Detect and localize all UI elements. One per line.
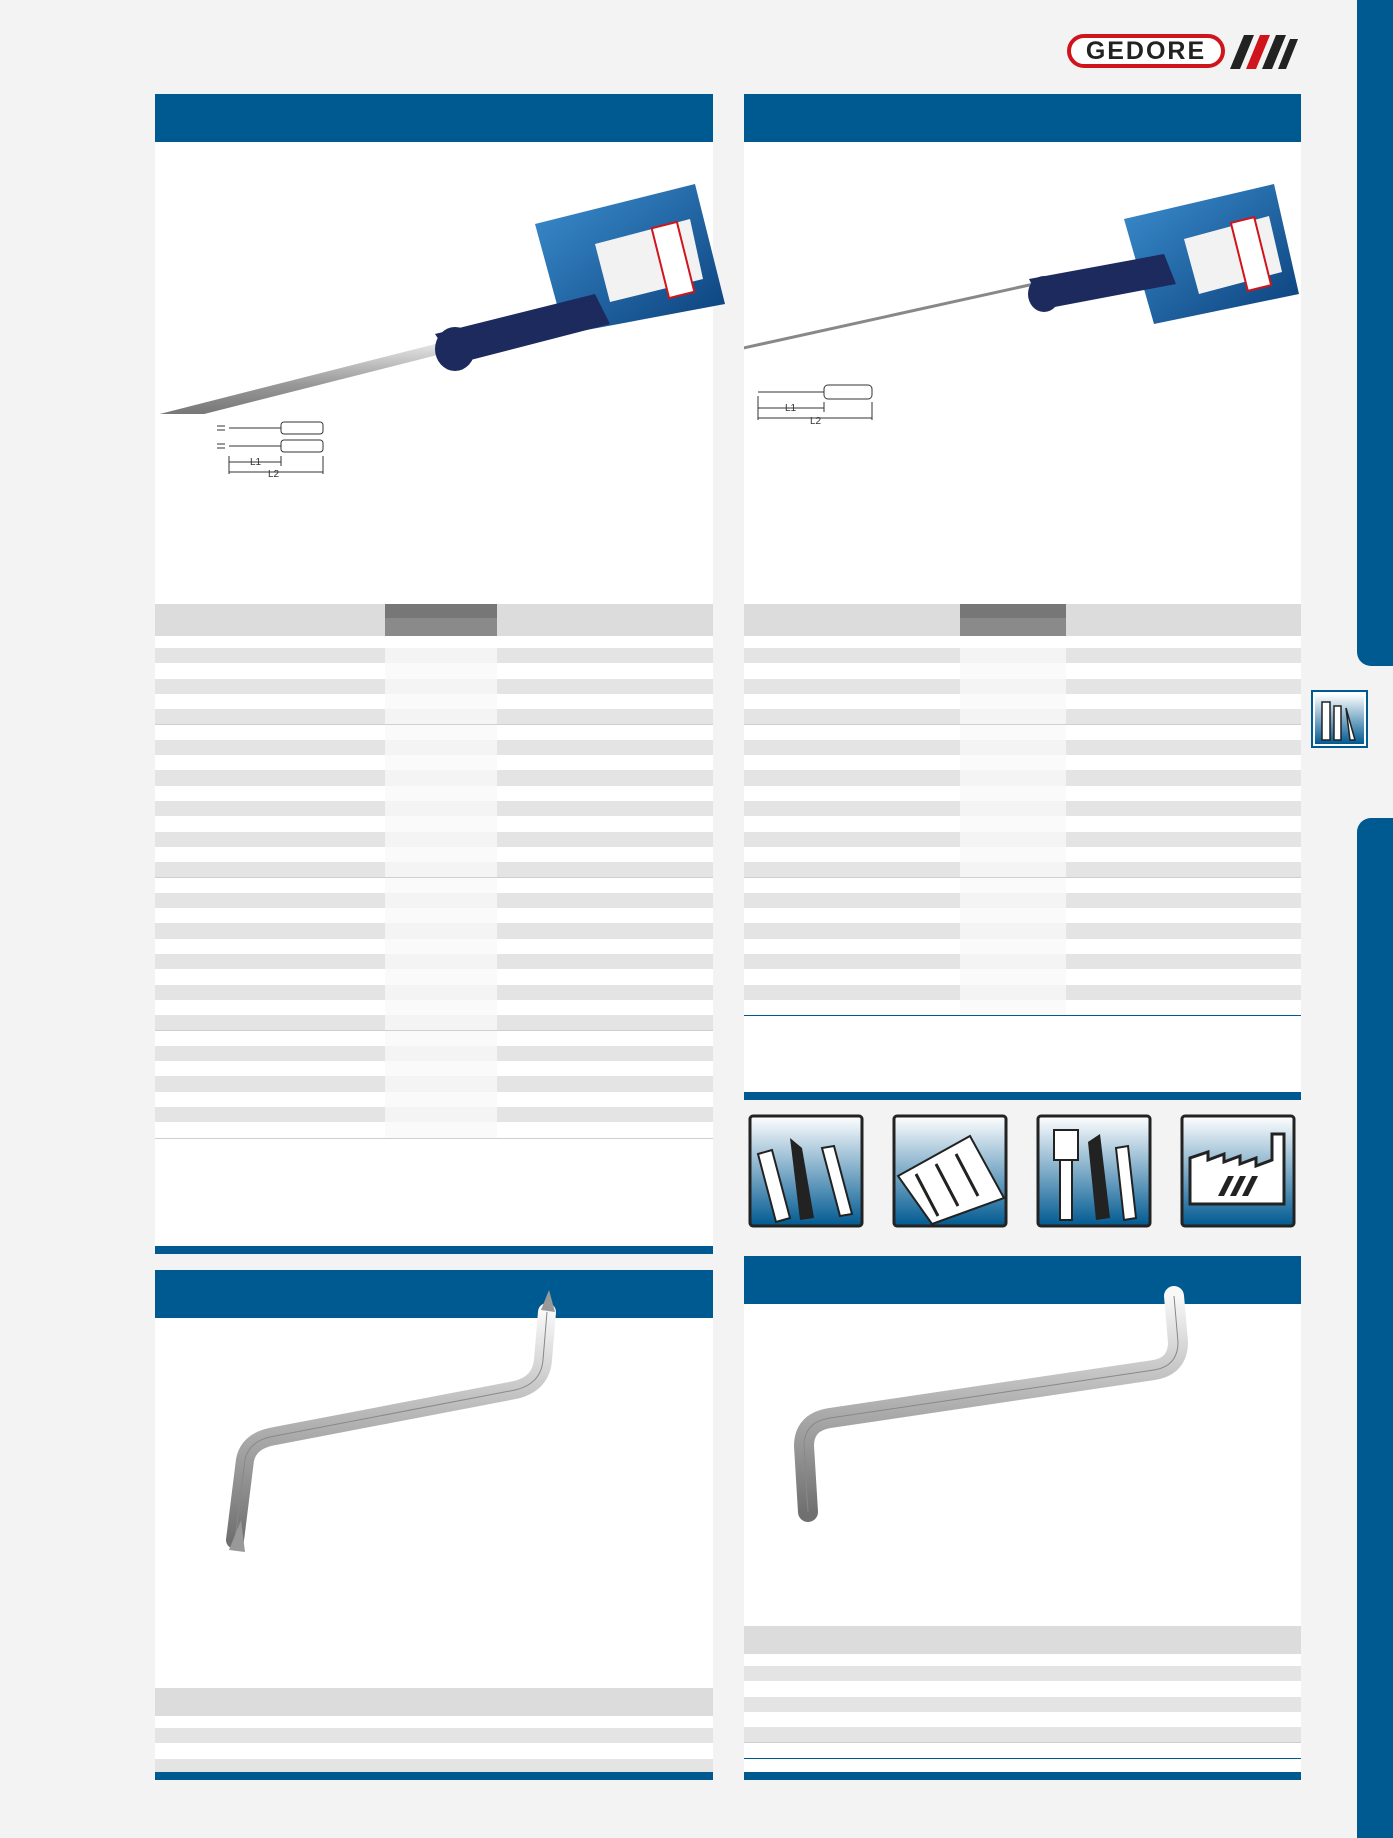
table-row — [744, 985, 1301, 1001]
table-row — [155, 648, 713, 664]
table-row — [744, 694, 1301, 710]
table-row — [155, 816, 713, 832]
table-row — [744, 1681, 1301, 1697]
table-row — [744, 832, 1301, 848]
table-row — [744, 1727, 1301, 1743]
side-tab-icon-box[interactable] — [1311, 690, 1368, 748]
section-header — [744, 94, 1301, 142]
brand-name: GEDORE — [1085, 36, 1207, 65]
table-row — [155, 801, 713, 817]
gedore-logo — [1067, 33, 1297, 73]
socket-screwdriver-icon — [1036, 1114, 1152, 1228]
section-footer-bar — [155, 1772, 713, 1780]
table-row — [744, 770, 1301, 786]
table-row — [744, 878, 1301, 894]
feature-icons-row — [744, 1108, 1301, 1228]
screwdriver-types-icon — [748, 1114, 864, 1228]
section-footer-bar — [744, 1092, 1301, 1100]
table-row — [744, 816, 1301, 832]
dimension-l1: L1 — [785, 403, 797, 414]
table-row — [744, 648, 1301, 664]
table-row — [155, 832, 713, 848]
table-row — [155, 908, 713, 924]
section-footer-bar — [744, 1772, 1301, 1780]
screwdriver-product-image — [155, 184, 725, 414]
table-header-highlight — [960, 604, 1066, 636]
table-row — [744, 1000, 1301, 1016]
offset-screwdriver-image — [215, 1290, 635, 1560]
table-row — [744, 801, 1301, 817]
screwdriver-tools-icon — [1313, 692, 1366, 746]
dimension-l1: L1 — [250, 457, 262, 468]
brand-stripes-icon — [1230, 35, 1300, 69]
table-row — [155, 847, 713, 863]
table-row — [155, 862, 713, 878]
section-offset-screwdriver-slotted — [744, 1256, 1301, 1780]
table-row — [155, 985, 713, 1001]
table-row — [155, 969, 713, 985]
phillips-screwdriver-product-image — [744, 184, 1304, 364]
factory-icon — [1180, 1114, 1296, 1228]
offset-screwdriver-image — [784, 1286, 1244, 1526]
table-row — [155, 923, 713, 939]
table-header — [744, 1626, 1301, 1654]
dimension-l2: L2 — [268, 469, 280, 480]
table-row — [155, 1092, 713, 1108]
table-row — [744, 954, 1301, 970]
screwdriver-set-icon — [892, 1114, 1008, 1228]
table-row — [744, 893, 1301, 909]
table-row — [155, 709, 713, 725]
table-row — [155, 1031, 713, 1047]
table-row — [744, 847, 1301, 863]
table-row — [744, 663, 1301, 679]
table-row — [744, 1666, 1301, 1682]
table-row — [744, 725, 1301, 741]
table-row — [744, 755, 1301, 771]
table-row — [155, 755, 713, 771]
table-header — [155, 604, 713, 636]
table-row — [155, 679, 713, 695]
table-row — [155, 1015, 713, 1031]
table-row — [155, 786, 713, 802]
table-row — [744, 908, 1301, 924]
section-phillips-screwdriver — [744, 94, 1301, 1100]
table-row — [744, 969, 1301, 985]
table-row — [744, 679, 1301, 695]
side-tab-bottom[interactable] — [1357, 818, 1393, 1838]
table-row — [155, 954, 713, 970]
section-header — [155, 94, 713, 142]
table-row — [155, 939, 713, 955]
table-row — [744, 740, 1301, 756]
table-row — [744, 709, 1301, 725]
section-slotted-screwdriver — [155, 94, 713, 1254]
table-row — [155, 893, 713, 909]
table-row — [155, 1076, 713, 1092]
table-row — [155, 1743, 713, 1759]
table-row — [744, 786, 1301, 802]
table-header — [155, 1688, 713, 1716]
table-row — [155, 770, 713, 786]
table-row — [155, 740, 713, 756]
table-row — [155, 1122, 713, 1138]
table-row — [155, 878, 713, 894]
table-row — [744, 1697, 1301, 1713]
table-row — [744, 862, 1301, 878]
table-row — [744, 1712, 1301, 1728]
section-offset-screwdriver-phillips — [155, 1270, 713, 1780]
side-tab-top[interactable] — [1357, 0, 1393, 666]
table-row — [155, 663, 713, 679]
table-row — [155, 1061, 713, 1077]
dimension-l2: L2 — [810, 416, 822, 427]
table-row — [155, 1000, 713, 1016]
table-header — [744, 604, 1301, 636]
table-row — [155, 1107, 713, 1123]
section-footer-bar — [155, 1246, 713, 1254]
table-row — [744, 923, 1301, 939]
table-row — [744, 939, 1301, 955]
table-row — [155, 694, 713, 710]
technical-drawing — [754, 382, 884, 432]
table-row — [155, 1046, 713, 1062]
table-row — [155, 1728, 713, 1744]
table-row — [744, 1743, 1301, 1759]
table-row — [155, 725, 713, 741]
table-header-highlight — [385, 604, 497, 636]
technical-drawing — [215, 414, 335, 484]
